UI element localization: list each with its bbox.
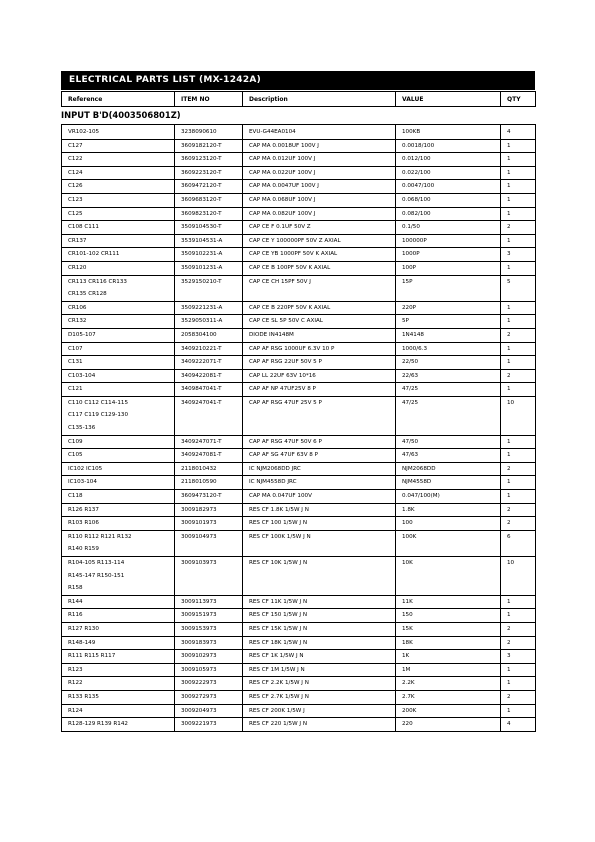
cell-description: RES CF 220 1/5W J N (243, 718, 396, 732)
reference-line: CR120 (68, 264, 87, 271)
cell-qty: 1 (501, 193, 536, 207)
table-row (62, 704, 536, 718)
cell-description: RES CF 10K 1/5W J N (243, 557, 396, 596)
reference-line: IC102 IC105 (68, 465, 103, 472)
cell-qty: 1 (501, 677, 536, 691)
cell-value: 47/63 (396, 449, 501, 463)
cell-item-no: 3509102231-A (175, 248, 243, 262)
table-row (62, 476, 536, 490)
cell-value: 220P (396, 301, 501, 315)
table-row (62, 677, 536, 691)
cell-description: CAP LL 22UF 63V 10*16 (243, 369, 396, 383)
reference-line: C118 (68, 493, 83, 500)
reference-line: C117 C119 C129-130 (68, 412, 128, 419)
cell-description: CAP MA 0.022UF 100V J (243, 166, 396, 180)
table-row (62, 396, 536, 435)
table-row (62, 435, 536, 449)
cell-qty: 4 (501, 718, 536, 732)
table-row (62, 248, 536, 262)
cell-reference (62, 328, 175, 342)
reference-line: C126 (68, 183, 83, 190)
cell-description: CAP MA 0.0047UF 100V J (243, 180, 396, 194)
cell-reference (62, 207, 175, 221)
cell-qty: 1 (501, 166, 536, 180)
cell-reference (62, 275, 175, 301)
table-row (62, 180, 536, 194)
reference-line: C109 (68, 438, 83, 445)
cell-qty: 4 (501, 125, 536, 140)
cell-reference (62, 636, 175, 650)
cell-qty: 1 (501, 609, 536, 623)
cell-description: RES CF 100 1/5W J N (243, 517, 396, 531)
cell-reference (62, 503, 175, 517)
table-row (62, 356, 536, 370)
cell-qty: 3 (501, 248, 536, 262)
table-row (62, 503, 536, 517)
cell-value: 1K (396, 650, 501, 664)
cell-reference (62, 301, 175, 315)
table-row (62, 275, 536, 301)
cell-description: RES CF 2.7K 1/5W J N (243, 690, 396, 704)
table-row (62, 490, 536, 504)
cell-value: 0.022/100 (396, 166, 501, 180)
cell-description: CAP AF RSG 1000UF 6.3V 10 P (243, 342, 396, 356)
cell-description: RES CF 15K 1/5W J N (243, 622, 396, 636)
cell-item-no: 3609683120-T (175, 193, 243, 207)
cell-reference (62, 557, 175, 596)
cell-value: 100000P (396, 234, 501, 248)
cell-item-no: 3409247081-T (175, 449, 243, 463)
table-row (62, 690, 536, 704)
cell-description: CAP MA 0.012UF 100V J (243, 153, 396, 167)
reference-line: C122 (68, 156, 83, 163)
cell-value: 1000/6.3 (396, 342, 501, 356)
cell-description: IC NJM2068DD JRC (243, 462, 396, 476)
reference-line: C135-136 (68, 425, 96, 432)
cell-item-no: 3009113973 (175, 595, 243, 609)
cell-item-no: 3509101231-A (175, 261, 243, 275)
parts-table-body (62, 125, 536, 732)
cell-reference (62, 153, 175, 167)
table-row (62, 557, 536, 596)
cell-value: 0.1/50 (396, 221, 501, 235)
cell-reference (62, 704, 175, 718)
column-header-item-no: ITEM NO (175, 92, 243, 107)
cell-description: RES CF 11K 1/5W J N (243, 595, 396, 609)
reference-line: R140 R159 (68, 546, 99, 553)
cell-value: 22/63 (396, 369, 501, 383)
cell-value: 15K (396, 622, 501, 636)
cell-item-no: 3409247041-T (175, 396, 243, 435)
cell-item-no: 3009204973 (175, 704, 243, 718)
reference-line: C125 (68, 210, 83, 217)
cell-value: 100P (396, 261, 501, 275)
table-row (62, 301, 536, 315)
cell-value: 22/50 (396, 356, 501, 370)
cell-item-no: 3009221973 (175, 718, 243, 732)
cell-value: NJM2068DD (396, 462, 501, 476)
table-row (62, 234, 536, 248)
reference-line: R103 R106 (68, 520, 99, 527)
cell-reference (62, 356, 175, 370)
cell-qty: 1 (501, 207, 536, 221)
cell-reference (62, 369, 175, 383)
cell-qty: 3 (501, 650, 536, 664)
cell-reference (62, 677, 175, 691)
cell-reference (62, 234, 175, 248)
cell-item-no: 3409210221-T (175, 342, 243, 356)
reference-line: R133 R135 (68, 693, 99, 700)
cell-description: RES CF 2.2K 1/5W J N (243, 677, 396, 691)
table-row (62, 315, 536, 329)
cell-item-no: 3609123120-T (175, 153, 243, 167)
cell-qty: 1 (501, 342, 536, 356)
cell-qty: 1 (501, 261, 536, 275)
cell-item-no: 3509104530-T (175, 221, 243, 235)
reference-line: CR106 (68, 304, 87, 311)
cell-item-no: 2118010432 (175, 462, 243, 476)
cell-item-no: 3529050311-A (175, 315, 243, 329)
cell-item-no: 2058304100 (175, 328, 243, 342)
cell-description: CAP AF RSG 47UF 50V 6 P (243, 435, 396, 449)
table-row (62, 622, 536, 636)
cell-value: 100 (396, 517, 501, 531)
cell-qty: 2 (501, 636, 536, 650)
cell-qty: 2 (501, 517, 536, 531)
cell-qty: 2 (501, 221, 536, 235)
cell-item-no: 3609182120-T (175, 139, 243, 153)
cell-item-no: 3609473120-T (175, 490, 243, 504)
reference-line: C110 C112 C114-115 (68, 399, 128, 406)
cell-description: CAP CE Y 100000PF 50V Z AXIAL (243, 234, 396, 248)
cell-value: 0.012/100 (396, 153, 501, 167)
table-row (62, 718, 536, 732)
cell-qty: 1 (501, 356, 536, 370)
cell-value: 47/25 (396, 383, 501, 397)
reference-line: C105 (68, 452, 83, 459)
table-row (62, 139, 536, 153)
cell-qty: 1 (501, 476, 536, 490)
cell-reference (62, 180, 175, 194)
table-row (62, 221, 536, 235)
cell-value: 11K (396, 595, 501, 609)
cell-item-no: 3609223120-T (175, 166, 243, 180)
table-row (62, 663, 536, 677)
cell-value: 5P (396, 315, 501, 329)
reference-line: C127 (68, 142, 83, 149)
cell-qty: 1 (501, 153, 536, 167)
table-row (62, 342, 536, 356)
cell-item-no: 3009182973 (175, 503, 243, 517)
cell-qty: 1 (501, 663, 536, 677)
cell-reference (62, 193, 175, 207)
cell-reference (62, 718, 175, 732)
cell-description: RES CF 150 1/5W J N (243, 609, 396, 623)
cell-reference (62, 248, 175, 262)
reference-line: C103-104 (68, 372, 96, 379)
cell-value: 47/50 (396, 435, 501, 449)
cell-qty: 1 (501, 595, 536, 609)
cell-reference (62, 125, 175, 140)
cell-reference (62, 462, 175, 476)
reference-line: R148-149 (68, 639, 96, 646)
cell-value: 1N4148 (396, 328, 501, 342)
table-row (62, 530, 536, 556)
cell-description: CAP CE B 220PF 50V K AXIAL (243, 301, 396, 315)
section-title: INPUT B'D(4003506801Z) (61, 110, 181, 120)
cell-reference (62, 622, 175, 636)
table-row (62, 517, 536, 531)
cell-qty: 1 (501, 234, 536, 248)
cell-item-no: 3009101973 (175, 517, 243, 531)
cell-reference (62, 449, 175, 463)
column-header-description: Description (243, 92, 396, 107)
cell-item-no: 3238090610 (175, 125, 243, 140)
cell-item-no: 3539104531-A (175, 234, 243, 248)
cell-item-no: 3409222071-T (175, 356, 243, 370)
cell-reference (62, 595, 175, 609)
cell-item-no: 3009183973 (175, 636, 243, 650)
table-row (62, 328, 536, 342)
cell-description: CAP MA 0.082UF 100V J (243, 207, 396, 221)
cell-description: IC NJM4558D JRC (243, 476, 396, 490)
cell-reference (62, 650, 175, 664)
table-row (62, 207, 536, 221)
cell-reference (62, 342, 175, 356)
reference-line: R145-147 R150-151 (68, 572, 125, 579)
column-header-qty: QTY (501, 92, 536, 107)
cell-qty: 1 (501, 383, 536, 397)
cell-reference (62, 609, 175, 623)
reference-line: CR137 (68, 237, 87, 244)
reference-line: C121 (68, 386, 83, 393)
cell-value: 0.047/100(M) (396, 490, 501, 504)
reference-line: C108 C111 (68, 224, 99, 231)
cell-value: 0.068/100 (396, 193, 501, 207)
cell-item-no: 3409422081-T (175, 369, 243, 383)
cell-description: DIODE IN4148M (243, 328, 396, 342)
cell-description: RES CF 1.8K 1/5W J N (243, 503, 396, 517)
cell-value: 100K (396, 530, 501, 556)
cell-qty: 1 (501, 315, 536, 329)
cell-reference (62, 435, 175, 449)
cell-value: 18K (396, 636, 501, 650)
cell-description: CAP CE CH 15PF 50V J (243, 275, 396, 301)
table-row (62, 193, 536, 207)
cell-value: 0.0018/100 (396, 139, 501, 153)
cell-qty: 10 (501, 396, 536, 435)
cell-item-no: 2118010590 (175, 476, 243, 490)
cell-item-no: 3409847041-T (175, 383, 243, 397)
cell-description: RES CF 200K 1/5W J (243, 704, 396, 718)
table-row (62, 462, 536, 476)
table-row (62, 153, 536, 167)
cell-value: 2.7K (396, 690, 501, 704)
cell-value: 1M (396, 663, 501, 677)
table-row (62, 636, 536, 650)
cell-description: RES CF 1K 1/5W J N (243, 650, 396, 664)
reference-line: R111 R115 R117 (68, 653, 116, 660)
cell-description: CAP CE YB 1000PF 50V K AXIAL (243, 248, 396, 262)
table-row (62, 261, 536, 275)
reference-line: R123 (68, 666, 83, 673)
cell-description: CAP AF RSG 22UF 50V 5 P (243, 356, 396, 370)
cell-description: RES CF 100K 1/5W J N (243, 530, 396, 556)
cell-qty: 6 (501, 530, 536, 556)
cell-value: 200K (396, 704, 501, 718)
cell-value: 47/25 (396, 396, 501, 435)
cell-description: EVU-G44EA0104 (243, 125, 396, 140)
cell-description: CAP AF SG 47UF 63V 8 P (243, 449, 396, 463)
cell-reference (62, 383, 175, 397)
cell-description: RES CF 1M 1/5W J N (243, 663, 396, 677)
cell-qty: 1 (501, 704, 536, 718)
reference-line: CR113 CR116 CR133 (68, 278, 127, 285)
table-header (61, 91, 535, 107)
cell-value: 150 (396, 609, 501, 623)
cell-description: CAP CE B 100PF 50V K AXIAL (243, 261, 396, 275)
reference-line: R158 (68, 585, 83, 592)
reference-line: R122 (68, 680, 83, 687)
cell-reference (62, 490, 175, 504)
cell-description: CAP MA 0.047UF 100V (243, 490, 396, 504)
cell-value: 220 (396, 718, 501, 732)
cell-item-no: 3009153973 (175, 622, 243, 636)
cell-item-no: 3009151973 (175, 609, 243, 623)
cell-value: 2.2K (396, 677, 501, 691)
cell-qty: 1 (501, 449, 536, 463)
reference-line: CR135 CR128 (68, 291, 107, 298)
cell-qty: 5 (501, 275, 536, 301)
cell-value: NJM4558D (396, 476, 501, 490)
reference-line: R124 (68, 707, 83, 714)
cell-item-no: 3009222973 (175, 677, 243, 691)
cell-qty: 2 (501, 369, 536, 383)
reference-line: R144 (68, 598, 83, 605)
table-row (62, 449, 536, 463)
cell-value: 15P (396, 275, 501, 301)
table-row (62, 650, 536, 664)
cell-qty: 10 (501, 557, 536, 596)
parts-list-title: ELECTRICAL PARTS LIST (MX-1242A) (61, 71, 535, 90)
reference-line: CR132 (68, 318, 87, 325)
reference-line: C107 (68, 345, 83, 352)
cell-description: CAP AF NP 47UF25V 8 P (243, 383, 396, 397)
cell-qty: 2 (501, 328, 536, 342)
cell-description: CAP CE F 0.1UF 50V Z (243, 221, 396, 235)
table-row (62, 609, 536, 623)
cell-reference (62, 221, 175, 235)
reference-line: R128-129 R139 R142 (68, 721, 128, 728)
cell-description: RES CF 18K 1/5W J N (243, 636, 396, 650)
table-row (62, 369, 536, 383)
reference-line: VR102-105 (68, 129, 100, 135)
cell-qty: 1 (501, 435, 536, 449)
cell-value: 0.0047/100 (396, 180, 501, 194)
cell-reference (62, 663, 175, 677)
reference-line: C131 (68, 359, 83, 366)
cell-item-no: 3509221231-A (175, 301, 243, 315)
cell-reference (62, 690, 175, 704)
cell-item-no: 3009272973 (175, 690, 243, 704)
cell-qty: 2 (501, 503, 536, 517)
reference-line: R127 R130 (68, 625, 99, 632)
cell-item-no: 3529150210-T (175, 275, 243, 301)
cell-value: 1000P (396, 248, 501, 262)
cell-value: 1.8K (396, 503, 501, 517)
reference-line: R104-105 R113-114 (68, 560, 125, 566)
cell-qty: 2 (501, 462, 536, 476)
cell-description: CAP MA 0.068UF 100V J (243, 193, 396, 207)
cell-qty: 1 (501, 139, 536, 153)
cell-reference (62, 396, 175, 435)
reference-line: C124 (68, 169, 83, 176)
cell-item-no: 3609823120-T (175, 207, 243, 221)
cell-qty: 1 (501, 180, 536, 194)
table-row (62, 125, 536, 140)
reference-line: R110 R112 R121 R132 (68, 533, 132, 540)
cell-reference (62, 139, 175, 153)
cell-item-no: 3609472120-T (175, 180, 243, 194)
column-header-reference: Reference (62, 92, 175, 107)
cell-reference (62, 476, 175, 490)
cell-value: 10K (396, 557, 501, 596)
reference-line: R116 (68, 612, 83, 619)
cell-value: 100KB (396, 125, 501, 140)
cell-reference (62, 166, 175, 180)
cell-value: 0.082/100 (396, 207, 501, 221)
cell-qty: 1 (501, 301, 536, 315)
reference-line: R126 R137 (68, 506, 99, 513)
reference-line: CR101-102 CR111 (68, 251, 120, 258)
cell-reference (62, 261, 175, 275)
cell-reference (62, 517, 175, 531)
cell-qty: 1 (501, 490, 536, 504)
table-row (62, 383, 536, 397)
reference-line: IC103-104 (68, 479, 97, 486)
column-header-value: VALUE (396, 92, 501, 107)
cell-description: CAP MA 0.0018UF 100V J (243, 139, 396, 153)
parts-table (61, 124, 535, 732)
cell-item-no: 3009102973 (175, 650, 243, 664)
table-row (62, 595, 536, 609)
cell-item-no: 3009104973 (175, 530, 243, 556)
cell-item-no: 3409247071-T (175, 435, 243, 449)
cell-reference (62, 530, 175, 556)
reference-line: C123 (68, 196, 83, 203)
reference-line: D105-107 (68, 331, 96, 338)
cell-item-no: 3009105973 (175, 663, 243, 677)
cell-reference (62, 315, 175, 329)
cell-description: CAP CE SL 5P 50V C AXIAL (243, 315, 396, 329)
cell-item-no: 3009103973 (175, 557, 243, 596)
cell-qty: 2 (501, 622, 536, 636)
cell-description: CAP AF RSG 47UF 25V 5 P (243, 396, 396, 435)
table-row (62, 166, 536, 180)
cell-qty: 2 (501, 690, 536, 704)
